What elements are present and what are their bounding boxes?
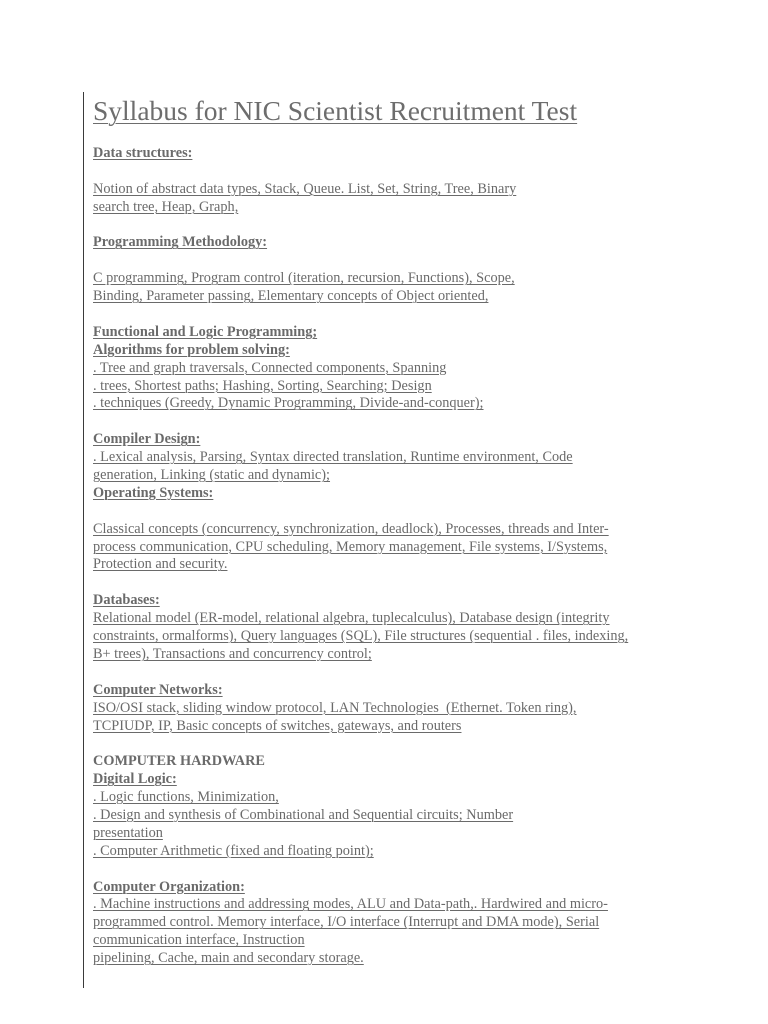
blank-line (93, 163, 693, 181)
section-heading: Digital Logic: (93, 771, 177, 788)
section-heading: Computer Networks: (93, 681, 223, 698)
syllabus-line: programmed control. Memory interface, I/O interface (Interrupt and DMA mode), Serial (93, 914, 600, 931)
syllabus-line: Binding, Parameter passing, Elementary concepts of Object oriented, (93, 288, 489, 305)
blank-line (93, 735, 693, 753)
syllabus-lines (93, 145, 693, 968)
blank-line (93, 861, 693, 879)
syllabus-line: . Lexical analysis, Parsing, Syntax directed translation, Runtime environment, Code (93, 449, 573, 466)
syllabus-line: search tree, Heap, Graph, (93, 198, 239, 215)
blank-line (93, 217, 693, 235)
syllabus-line: generation, Linking (static and dynamic); (93, 467, 331, 484)
section-heading: Databases: (93, 592, 160, 609)
blank-line (93, 306, 693, 324)
syllabus-line: . trees, Shortest paths; Hashing, Sorting, Searching; Design (93, 377, 432, 394)
section-heading: Functional and Logic Programming; (93, 323, 318, 340)
syllabus-line: . Design and synthesis of Combinational and Sequential circuits; Number (93, 806, 514, 823)
section-heading: Computer Organization: (93, 878, 245, 895)
syllabus-line: presentation (93, 824, 163, 841)
syllabus-line: C programming, Program control (iteration, recursion, Functions), Scope, (93, 270, 515, 287)
syllabus-line: . Computer Arithmetic (fixed and floating point); (93, 842, 374, 859)
section-heading: Operating Systems: (93, 484, 214, 501)
syllabus-line: Relational model (ER-model, relational algebra, tuplecalculus), Database design (integrity (93, 610, 610, 627)
syllabus-line: pipelining, Cache, main and secondary storage. (93, 950, 364, 967)
syllabus-line: . Machine instructions and addressing modes, ALU and Data-path,. Hardwired and micro- (93, 896, 608, 913)
syllabus-line: Classical concepts (concurrency, synchronization, deadlock), Processes, threads and Inter- (93, 520, 609, 537)
syllabus-line: ISO/OSI stack, sliding window protocol, LAN Technologies (Ethernet. Token ring), (93, 699, 577, 716)
blank-line (93, 664, 693, 682)
syllabus-line: Notion of abstract data types, Stack, Queue. List, Set, String, Tree, Binary (93, 180, 517, 197)
blank-line (93, 413, 693, 431)
syllabus-line: Protection and security. (93, 556, 228, 573)
blank-line (93, 503, 693, 521)
section-heading: Data structures: (93, 145, 193, 161)
section-heading: Compiler Design: (93, 431, 201, 448)
syllabus-line: . techniques (Greedy, Dynamic Programming, Divide-and-conquer); (93, 395, 484, 412)
syllabus-line: . Logic functions, Minimization, (93, 789, 279, 806)
section-heading: Algorithms for problem solving: (93, 341, 290, 358)
document-body (93, 94, 693, 968)
syllabus-line: . Tree and graph traversals, Connected components, Spanning (93, 359, 447, 376)
left-margin-rule (83, 92, 84, 988)
section-heading: Programming Methodology: (93, 234, 268, 251)
syllabus-line: TCPIUDP, IP, Basic concepts of switches, gateways, and routers (93, 717, 462, 734)
blank-line (93, 574, 693, 592)
syllabus-line: B+ trees), Transactions and concurrency control; (93, 645, 372, 662)
syllabus-line: communication interface, Instruction (93, 932, 305, 949)
syllabus-line: process communication, CPU scheduling, Memory management, File systems, I/Systems, (93, 538, 608, 555)
syllabus-line: constraints, ormalforms), Query languages (SQL), File structures (sequential . files, indexing, (93, 628, 629, 645)
page-title: Syllabus for NIC Scientist Recruitment Test (93, 95, 578, 126)
blank-line (93, 252, 693, 270)
section-heading: COMPUTER HARDWARE (93, 753, 265, 770)
